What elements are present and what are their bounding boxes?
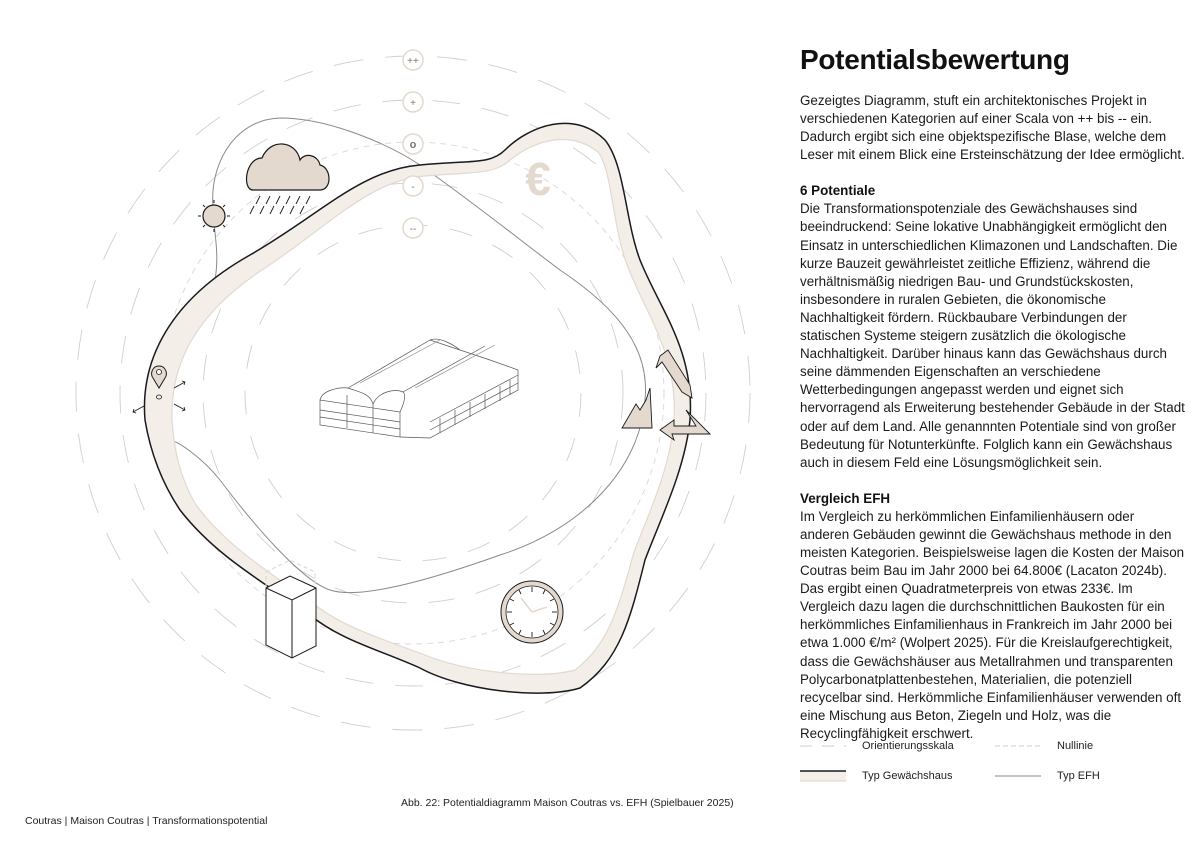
intro-paragraph: Gezeigtes Diagramm, stuft ein architektonisches Projekt in verschiedenen Kategorien auf einer Scala von ++ bis -- ein. Dadurch ergibt sich eine objektspezifische Blase, welche dem Leser mit einem Blick eine Ersteinschätzung der Idee ermöglicht. (800, 93, 1185, 163)
section-heading-potentials: 6 Potentiale (800, 183, 876, 199)
long-dash-swatch-icon (800, 740, 846, 752)
section-body-potentials: Die Transformationspotenziale des Gewächshauses sind beeindruckend: Seine lokative Unabhängigkeit ermöglicht den Einsatz in unterschiedlichen Klimazonen und Landschaften. Die kurze Bauzeit gewährleistet zeitliche Effizienz, während die verhältnismäßig niedrigen Bau- und Grundstückskosten, insbesondere in ruralen Gebieten, die ökonomische Nachhaltigkeit fördern. Rückbaubare Verbindungen der statischen Systeme steigern zusätzlich die ökologische Nachhaltigkeit. Darüber hinaus kann das Gewächshaus durch seine dämmenden Eigenschaften an verschiedene Wetterbedingungen angepasst werden und eignet sich hervorragend als Erweiterung bestehender Gebäude in der Stadt oder auf dem Land. Alle genannnten Potentiale sind von großer Bedeutung für Notunterkünfte. Folglich kann ein Gewächshaus auch in diesem Feld eine Lösungsmöglichkeit sein. (800, 201, 1185, 470)
legend-item-efh (995, 770, 1100, 782)
legend-label: Typ Gewächshaus (862, 770, 953, 782)
legend-label: Orientierungsskala (862, 740, 954, 752)
recycle-icon (622, 350, 710, 440)
scale-label-plus (403, 92, 423, 112)
legend-item-greenhouse (800, 770, 953, 782)
scale-label-minus (403, 176, 423, 196)
scale-label-minusminus (403, 218, 423, 238)
greenhouse-band (144, 123, 690, 693)
svg-text:+: + (410, 98, 416, 109)
band-swatch-icon (800, 770, 846, 782)
rain-icon (250, 196, 310, 214)
svg-text:++: ++ (407, 56, 419, 67)
cloud-icon (247, 144, 329, 190)
scale-ring-minusminus (245, 225, 581, 561)
page-footer: Coutras | Maison Coutras | Transformationspotential (25, 815, 268, 827)
svg-text:-: - (411, 182, 415, 193)
scale-label-zero (403, 134, 423, 154)
clock-icon (501, 581, 563, 643)
text-column (800, 44, 1185, 743)
section-body-comparison: Im Vergleich zu herkömmlichen Einfamilienhäusern oder anderen Gebäuden gewinnt die Gewächshaus methode in den meisten Kategorien. Beispielsweise lagen die Kosten der Maison Coutras beim Bau im Jahr 2000 bei 64.800€ (Lacaton 2024b). Das ergibt einen Quadratmeterpreis von etwas 233€. Im Vergleich dazu lagen die durchschnittlichen Baukosten für ein herkömmliches Einfamilienhaus in Frankreich im Jahr 2000 bei etwa 1.000 €/m² (Wolpert 2025). Für die Kreislaufgerechtigkeit, dass die Gewächshäuser aus Metallrahmen und transparenten Polycarbonatplattenbestehen, Materialien, die potenziell recycelbar sind. Herkömmliche Einfamilienhäuser verwenden oft eine Mischung aus Beton, Ziegeln und Holz, was die Recyclingfähigkeit erschwert. (800, 508, 1185, 741)
sun-icon (198, 200, 230, 232)
euro-icon: € (525, 153, 551, 205)
scale-labels (403, 50, 423, 238)
figure-caption: Abb. 22: Potentialdiagramm Maison Coutras vs. EFH (Spielbauer 2025) (401, 797, 734, 809)
legend-label: Typ EFH (1057, 770, 1100, 782)
scale-label-plusplus (403, 50, 423, 70)
legend-label: Nullinie (1057, 740, 1094, 752)
greenhouse-inner-edge (172, 140, 674, 675)
legend-item-zero-line (995, 740, 1093, 752)
section-heading-comparison: Vergleich EFH (800, 490, 891, 506)
greenhouse-outline (144, 123, 690, 693)
svg-text:o: o (409, 139, 417, 151)
thin-line-swatch-icon (995, 770, 1041, 782)
svg-text:--: -- (409, 224, 417, 235)
greenhouse-icon (320, 339, 518, 438)
legend-item-orientation-scale (800, 740, 954, 752)
page-title: Potentialsbewertung (800, 44, 1070, 75)
short-dash-swatch-icon (995, 740, 1041, 752)
